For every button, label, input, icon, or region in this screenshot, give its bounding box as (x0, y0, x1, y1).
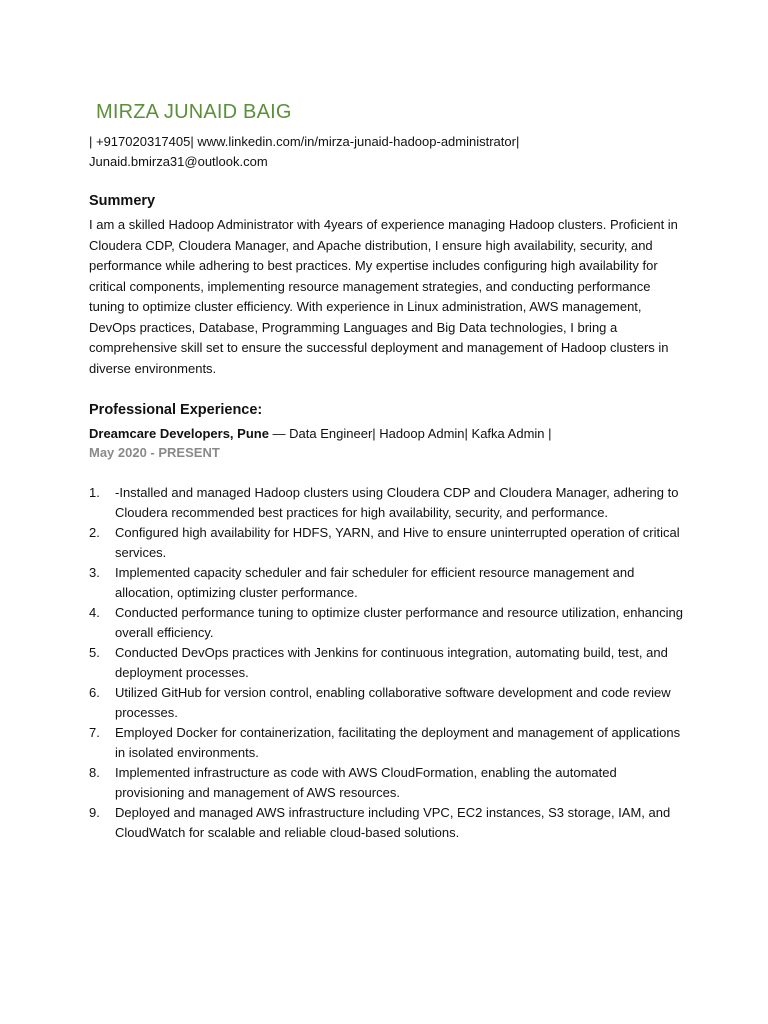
list-item-number: 7. (89, 725, 100, 740)
list-item-number: 2. (89, 525, 100, 540)
job-dates: May 2020 - PRESENT (89, 445, 220, 460)
list-item (89, 603, 684, 643)
list-item (89, 723, 684, 763)
list-item (89, 483, 684, 523)
list-item-number: 3. (89, 565, 100, 580)
job-roles: — Data Engineer| Hadoop Admin| Kafka Admin | (268, 426, 552, 441)
list-item (89, 803, 684, 843)
list-item-text: Implemented infrastructure as code with AWS CloudFormation, enabling the automated provisioning and management of AWS resources. (115, 765, 617, 800)
list-item (89, 683, 684, 723)
list-item (89, 523, 684, 563)
list-item-text: -Installed and managed Hadoop clusters using Cloudera CDP and Cloudera Manager, adhering to Cloudera recommended best practices for high availability, security, and performance. (115, 485, 679, 520)
experience-heading: Professional Experience: (89, 402, 263, 418)
list-item-text: Conducted performance tuning to optimize cluster performance and resource utilization, enhancing overall efficiency. (115, 605, 683, 640)
contact-phone-linkedin: | +917020317405| www.linkedin.com/in/mirza-junaid-hadoop-administrator| (89, 134, 520, 149)
list-item-number: 4. (89, 605, 100, 620)
duties-list (89, 483, 684, 843)
list-item-number: 5. (89, 645, 100, 660)
list-item-text: Employed Docker for containerization, facilitating the deployment and management of applications in isolated environments. (115, 725, 681, 760)
job-title-line (89, 425, 552, 443)
contact-info (89, 132, 689, 172)
summary-heading: Summery (89, 193, 156, 209)
list-item-text: Implemented capacity scheduler and fair scheduler for efficient resource management and allocation, optimizing cluster performance. (115, 565, 635, 600)
list-item-number: 8. (89, 765, 100, 780)
list-item (89, 563, 684, 603)
summary-paragraph: I am a skilled Hadoop Administrator with 4years of experience managing Hadoop clusters. Proficient in Cloudera CDP, Cloudera Manager, and Apache distribution, I ensure high availability, security, and performance while adhering to best practices. My expertise includes configuring high availability for critical components, implementing resource management strategies, and conducting performance tuning to optimize cluster efficiency. With experience in Linux administration, AWS management, DevOps practices, Database, Programming Languages and Big Data technologies, I bring a comprehensive skill set to ensure the successful deployment and management of Hadoop clusters in diverse environments. (89, 217, 678, 376)
list-item-number: 1. (89, 485, 100, 500)
list-item-text: Configured high availability for HDFS, YARN, and Hive to ensure uninterrupted operation of critical services. (115, 525, 680, 560)
list-item-text: Deployed and managed AWS infrastructure including VPC, EC2 instances, S3 storage, IAM, and CloudWatch for scalable and reliable cloud-based solutions. (115, 805, 671, 840)
list-item-text: Utilized GitHub for version control, enabling collaborative software development and code review processes. (115, 685, 671, 720)
candidate-name: MIRZA JUNAID BAIG (96, 101, 292, 123)
list-item-number: 9. (89, 805, 100, 820)
contact-email: Junaid.bmirza31@outlook.com (89, 154, 268, 169)
company-name: Dreamcare Developers, Pune (89, 426, 269, 441)
list-item (89, 763, 684, 803)
list-item (89, 643, 684, 683)
list-item-text: Conducted DevOps practices with Jenkins for continuous integration, automating build, test, and deployment processes. (115, 645, 668, 680)
list-item-number: 6. (89, 685, 100, 700)
